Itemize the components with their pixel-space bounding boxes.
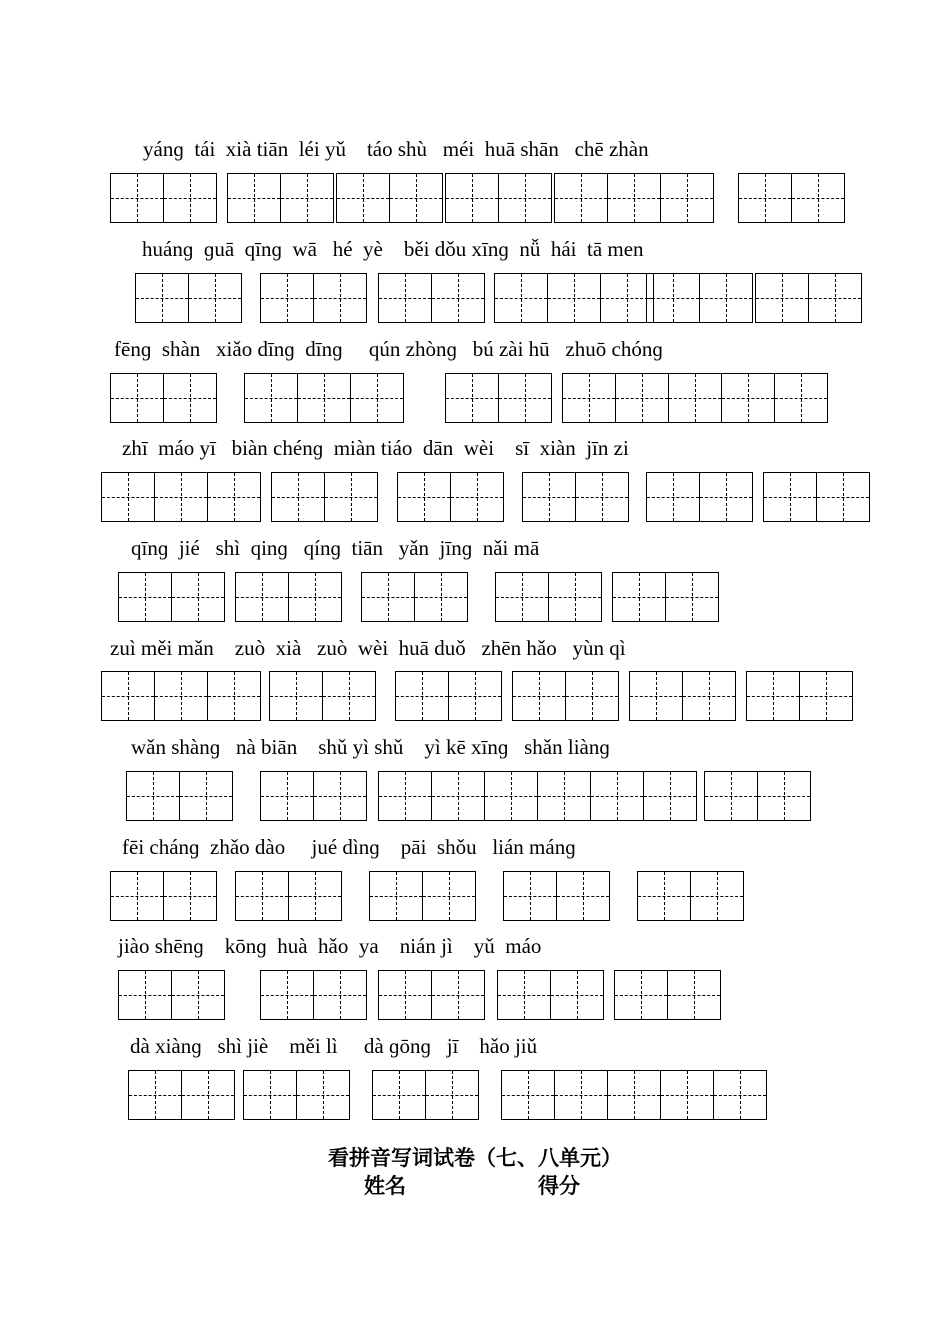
pinyin-row-6: zuì měi mǎn zuò xià zuò wèi huā duǒ zhēn hǎo yùn qì: [110, 636, 626, 660]
writing-cell[interactable]: [235, 871, 289, 921]
writing-cell[interactable]: [499, 373, 552, 423]
writing-cell[interactable]: [271, 472, 325, 522]
writing-grid-row-8[interactable]: [369, 871, 476, 921]
writing-grid-row-1[interactable]: [227, 173, 334, 223]
writing-cell[interactable]: [637, 871, 691, 921]
writing-grid-row-3[interactable]: [445, 373, 552, 423]
writing-grid-row-4[interactable]: [101, 472, 261, 522]
writing-grid-row-2[interactable]: [260, 273, 367, 323]
writing-cell[interactable]: [101, 472, 155, 522]
writing-cell[interactable]: [608, 173, 661, 223]
writing-cell[interactable]: [576, 472, 629, 522]
writing-cell[interactable]: [616, 373, 669, 423]
writing-cell[interactable]: [235, 572, 289, 622]
writing-cell[interactable]: [172, 572, 225, 622]
writing-cell[interactable]: [668, 970, 721, 1020]
writing-cell[interactable]: [397, 472, 451, 522]
writing-cell[interactable]: [800, 671, 853, 721]
writing-grid-row-10[interactable]: [128, 1070, 235, 1120]
writing-cell[interactable]: [738, 173, 792, 223]
writing-cell[interactable]: [704, 771, 758, 821]
pinyin-row-5: qīnɡ jié shì qinɡ qínɡ tiān yǎn jīnɡ nǎi mā: [131, 536, 540, 560]
writing-cell[interactable]: [298, 373, 351, 423]
pinyin-row-9: jiào shēnɡ kōnɡ huà hǎo ya nián jì yǔ máo: [118, 934, 542, 958]
writing-cell[interactable]: [361, 572, 415, 622]
writing-cell[interactable]: [608, 1070, 661, 1120]
writing-grid-row-7[interactable]: [378, 771, 538, 821]
pinyin-row-8: fēi chánɡ zhǎo dào jué dìnɡ pāi shǒu lián mánɡ: [122, 835, 576, 859]
writing-cell[interactable]: [445, 173, 499, 223]
writing-cell[interactable]: [128, 1070, 182, 1120]
writing-cell[interactable]: [244, 373, 298, 423]
writing-cell[interactable]: [426, 1070, 479, 1120]
writing-cell[interactable]: [700, 273, 753, 323]
writing-grid-row-6[interactable]: [101, 671, 261, 721]
writing-cell[interactable]: [551, 970, 604, 1020]
writing-grid-row-4[interactable]: [763, 472, 870, 522]
writing-cell[interactable]: [155, 472, 208, 522]
writing-grid-row-2[interactable]: [755, 273, 862, 323]
writing-grid-row-7[interactable]: [537, 771, 697, 821]
writing-cell[interactable]: [289, 871, 342, 921]
pinyin-row-3: fēnɡ shàn xiǎo dīnɡ dīnɡ qún zhònɡ bú zài hū zhuō chónɡ: [114, 337, 663, 361]
worksheet-title: 看拼音写词试卷（七、八单元）: [328, 1146, 622, 1170]
writing-cell[interactable]: [155, 671, 208, 721]
writing-grid-row-4[interactable]: [397, 472, 504, 522]
writing-cell[interactable]: [369, 871, 423, 921]
writing-cell[interactable]: [372, 1070, 426, 1120]
writing-grid-row-9[interactable]: [118, 970, 225, 1020]
writing-grid-row-5[interactable]: [361, 572, 468, 622]
writing-grid-row-1[interactable]: [738, 173, 845, 223]
writing-cell[interactable]: [503, 871, 557, 921]
writing-cell[interactable]: [499, 173, 552, 223]
writing-cell[interactable]: [314, 970, 367, 1020]
writing-cell[interactable]: [646, 472, 700, 522]
writing-cell[interactable]: [661, 173, 714, 223]
writing-grid-row-5[interactable]: [118, 572, 225, 622]
writing-cell[interactable]: [512, 671, 566, 721]
writing-cell[interactable]: [700, 472, 753, 522]
writing-cell[interactable]: [126, 771, 180, 821]
writing-cell[interactable]: [612, 572, 666, 622]
writing-cell[interactable]: [537, 771, 591, 821]
writing-cell[interactable]: [243, 1070, 297, 1120]
writing-cell[interactable]: [110, 173, 164, 223]
writing-cell[interactable]: [182, 1070, 235, 1120]
writing-cell[interactable]: [755, 273, 809, 323]
writing-grid-row-6[interactable]: [269, 671, 376, 721]
writing-grid-row-6[interactable]: [395, 671, 502, 721]
writing-grid-row-3[interactable]: [562, 373, 722, 423]
writing-cell[interactable]: [449, 671, 502, 721]
writing-grid-row-6[interactable]: [746, 671, 853, 721]
writing-grid-row-9[interactable]: [614, 970, 721, 1020]
writing-grid-row-7[interactable]: [260, 771, 367, 821]
writing-cell[interactable]: [614, 970, 668, 1020]
writing-cell[interactable]: [260, 273, 314, 323]
writing-cell[interactable]: [522, 472, 576, 522]
writing-cell[interactable]: [208, 671, 261, 721]
writing-cell[interactable]: [297, 1070, 350, 1120]
writing-grid-row-8[interactable]: [110, 871, 217, 921]
writing-cell[interactable]: [289, 572, 342, 622]
writing-grid-row-9[interactable]: [497, 970, 604, 1020]
writing-cell[interactable]: [497, 970, 551, 1020]
writing-cell[interactable]: [323, 671, 376, 721]
writing-cell[interactable]: [260, 771, 314, 821]
writing-grid-row-10[interactable]: [660, 1070, 767, 1120]
writing-cell[interactable]: [314, 771, 367, 821]
pinyin-row-10: dà xiànɡ shì jiè měi lì dà ɡōnɡ jī hǎo jiǔ: [130, 1034, 538, 1058]
writing-cell[interactable]: [227, 173, 281, 223]
writing-grid-row-2[interactable]: [135, 273, 242, 323]
writing-cell[interactable]: [758, 771, 811, 821]
writing-grid-row-8[interactable]: [235, 871, 342, 921]
writing-cell[interactable]: [555, 1070, 608, 1120]
writing-cell[interactable]: [817, 472, 870, 522]
writing-cell[interactable]: [669, 373, 722, 423]
pinyin-row-1: yánɡ tái xià tiān léi yǔ táo shù méi huā shān chē zhàn: [143, 137, 649, 161]
writing-cell[interactable]: [646, 273, 700, 323]
writing-grid-row-1[interactable]: [445, 173, 552, 223]
writing-grid-row-4[interactable]: [522, 472, 629, 522]
writing-cell[interactable]: [763, 472, 817, 522]
writing-grid-row-10[interactable]: [501, 1070, 661, 1120]
writing-cell[interactable]: [494, 273, 548, 323]
writing-cell[interactable]: [432, 771, 485, 821]
writing-cell[interactable]: [281, 173, 334, 223]
writing-grid-row-6[interactable]: [629, 671, 736, 721]
writing-cell[interactable]: [118, 970, 172, 1020]
writing-cell[interactable]: [451, 472, 504, 522]
writing-cell[interactable]: [189, 273, 242, 323]
writing-cell[interactable]: [269, 671, 323, 721]
writing-cell[interactable]: [746, 671, 800, 721]
writing-grid-row-4[interactable]: [271, 472, 378, 522]
writing-cell[interactable]: [683, 671, 736, 721]
writing-grid-row-1[interactable]: [336, 173, 443, 223]
writing-cell[interactable]: [325, 472, 378, 522]
score-label: 得分: [538, 1174, 580, 1198]
writing-cell[interactable]: [378, 970, 432, 1020]
writing-cell[interactable]: [554, 173, 608, 223]
writing-grid-row-4[interactable]: [646, 472, 753, 522]
writing-cell[interactable]: [208, 472, 261, 522]
writing-grid-row-8[interactable]: [637, 871, 744, 921]
writing-cell[interactable]: [101, 671, 155, 721]
writing-grid-row-3[interactable]: [721, 373, 828, 423]
writing-cell[interactable]: [118, 572, 172, 622]
writing-cell[interactable]: [660, 1070, 714, 1120]
writing-cell[interactable]: [110, 373, 164, 423]
writing-cell[interactable]: [336, 173, 390, 223]
writing-cell[interactable]: [775, 373, 828, 423]
writing-cell[interactable]: [549, 572, 602, 622]
name-label: 姓名: [364, 1174, 406, 1198]
writing-cell[interactable]: [666, 572, 719, 622]
writing-cell[interactable]: [172, 970, 225, 1020]
writing-grid-row-10[interactable]: [243, 1070, 350, 1120]
writing-grid-row-1[interactable]: [554, 173, 714, 223]
writing-cell[interactable]: [164, 373, 217, 423]
writing-cell[interactable]: [432, 970, 485, 1020]
writing-cell[interactable]: [485, 771, 538, 821]
writing-grid-row-2[interactable]: [646, 273, 753, 323]
writing-grid-row-10[interactable]: [372, 1070, 479, 1120]
writing-cell[interactable]: [629, 671, 683, 721]
writing-cell[interactable]: [164, 173, 217, 223]
writing-cell[interactable]: [501, 1070, 555, 1120]
writing-cell[interactable]: [395, 671, 449, 721]
writing-cell[interactable]: [714, 1070, 767, 1120]
writing-cell[interactable]: [390, 173, 443, 223]
pinyin-row-7: wǎn shànɡ nà biān shǔ yì shǔ yì kē xīnɡ shǎn liànɡ: [131, 735, 610, 759]
writing-cell[interactable]: [644, 771, 697, 821]
writing-grid-row-1[interactable]: [110, 173, 217, 223]
writing-cell[interactable]: [557, 871, 610, 921]
writing-grid-row-6[interactable]: [512, 671, 619, 721]
writing-cell[interactable]: [164, 871, 217, 921]
writing-cell[interactable]: [378, 771, 432, 821]
writing-cell[interactable]: [135, 273, 189, 323]
writing-grid-row-5[interactable]: [235, 572, 342, 622]
writing-grid-row-2[interactable]: [494, 273, 654, 323]
writing-cell[interactable]: [314, 273, 367, 323]
writing-cell[interactable]: [548, 273, 601, 323]
writing-cell[interactable]: [180, 771, 233, 821]
writing-cell[interactable]: [721, 373, 775, 423]
writing-grid-row-8[interactable]: [503, 871, 610, 921]
writing-grid-row-3[interactable]: [110, 373, 217, 423]
writing-cell[interactable]: [591, 771, 644, 821]
writing-cell[interactable]: [351, 373, 404, 423]
writing-cell[interactable]: [432, 273, 485, 323]
writing-cell[interactable]: [809, 273, 862, 323]
writing-cell[interactable]: [260, 970, 314, 1020]
writing-grid-row-3[interactable]: [244, 373, 404, 423]
writing-cell[interactable]: [495, 572, 549, 622]
writing-cell[interactable]: [378, 273, 432, 323]
writing-cell[interactable]: [415, 572, 468, 622]
writing-cell[interactable]: [792, 173, 845, 223]
writing-cell[interactable]: [691, 871, 744, 921]
writing-grid-row-2[interactable]: [378, 273, 485, 323]
pinyin-row-2: huánɡ ɡuā qīnɡ wā hé yè běi dǒu xīnɡ nǚ hái tā men: [142, 237, 644, 261]
writing-grid-row-9[interactable]: [260, 970, 367, 1020]
pinyin-row-4: zhī máo yī biàn chénɡ miàn tiáo dān wèi sī xiàn jīn zi: [122, 436, 629, 460]
writing-grid-row-7[interactable]: [126, 771, 233, 821]
writing-grid-row-5[interactable]: [495, 572, 602, 622]
writing-cell[interactable]: [566, 671, 619, 721]
writing-grid-row-7[interactable]: [704, 771, 811, 821]
writing-cell[interactable]: [445, 373, 499, 423]
writing-cell[interactable]: [110, 871, 164, 921]
writing-grid-row-5[interactable]: [612, 572, 719, 622]
writing-cell[interactable]: [562, 373, 616, 423]
writing-grid-row-9[interactable]: [378, 970, 485, 1020]
writing-cell[interactable]: [423, 871, 476, 921]
